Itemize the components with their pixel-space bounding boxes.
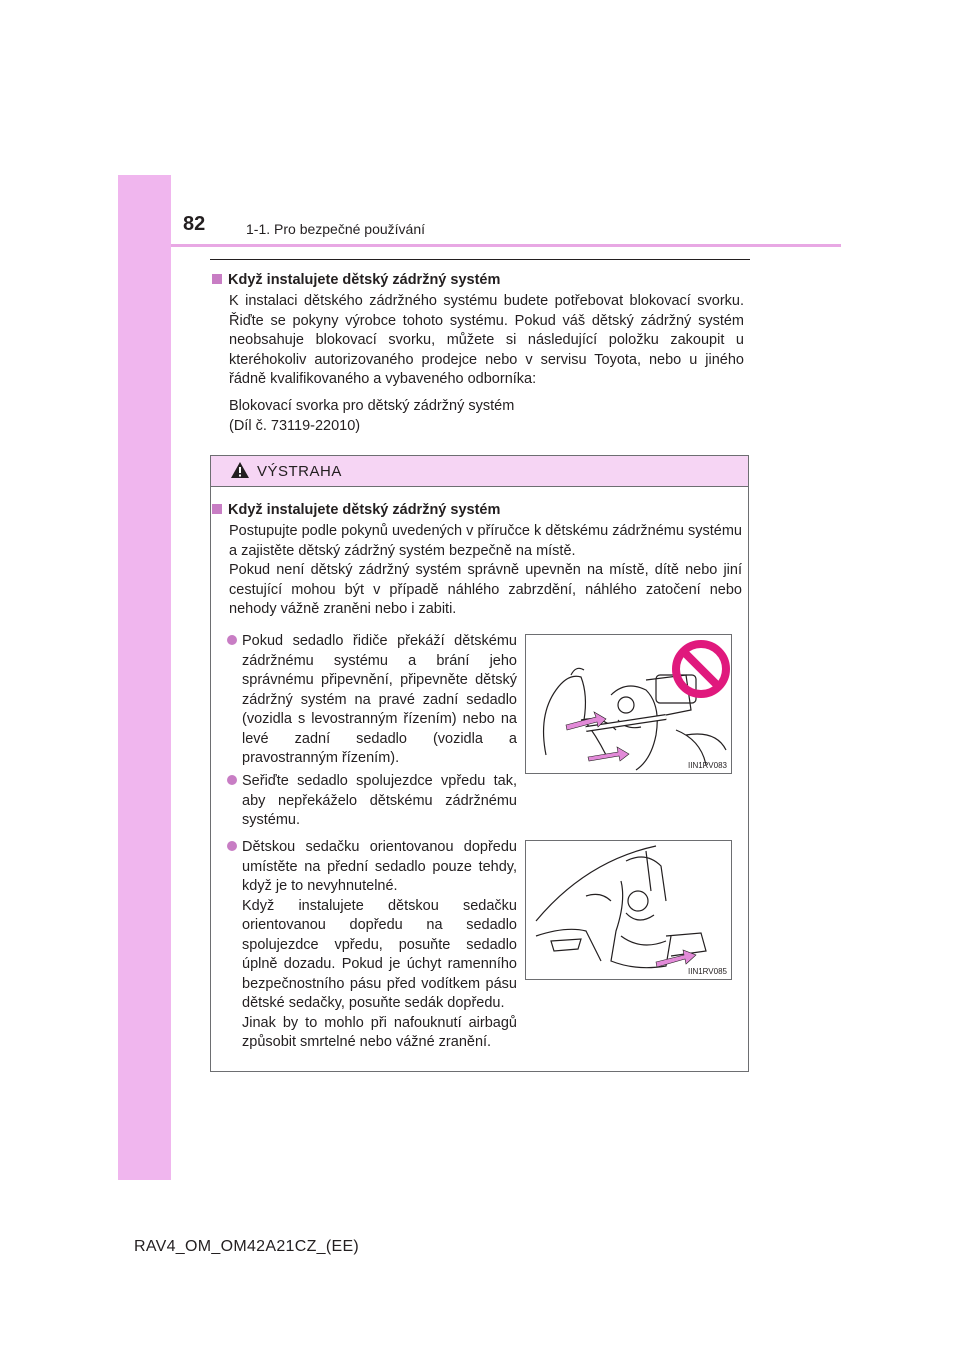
header-rule (171, 244, 841, 247)
figure-1-code: IIN1RV083 (688, 761, 727, 770)
footer-code: RAV4_OM_OM42A21CZ_(EE) (134, 1238, 360, 1255)
bullet-3-text: Dětskou sedačku orientovanou dopředu umístěte na přední sedadlo pouze tehdy, když je to nevyhnutelné. (242, 839, 517, 894)
square-bullet-icon (212, 274, 222, 284)
bullet-2-text: Seřiďte sedadlo spolujezdce vpředu tak, aby nepřekáželo dětskému zádržnému systému. (242, 773, 517, 828)
prohibited-icon (676, 644, 726, 694)
bullet-item-1 (227, 632, 517, 769)
intro-heading: Když instalujete dětský zádržný systém (228, 272, 501, 288)
circle-bullet-icon (227, 635, 237, 645)
figure-front-seat-child (525, 840, 732, 980)
warning-heading: Když instalujete dětský zádržný systém (228, 502, 501, 518)
circle-bullet-icon (227, 775, 237, 785)
car-seat-illustration-1 (526, 635, 731, 773)
bullet-3-continuation-1: Když instalujete dětskou sedačku orientovanou dopředu na sedadlo spolujezdce vpředu, posuňte sedadlo úplně dozadu. Pokud je úchyt ramenního bezpečnostního pásu před vodítkem pásu dětské sedačky, posuňte sedák dopředu. (242, 897, 517, 1011)
bullet-3-continuation-2: Jinak by to mohlo při nafouknutí airbagů způsobit smrtelné nebo vážné zranění. (242, 1014, 517, 1050)
page-number: 82 (183, 213, 206, 235)
warning-triangle-icon (230, 461, 250, 479)
warning-heading-row (212, 501, 747, 519)
intro-body: K instalaci dětského zádržného systému budete potřebovat blokovací svorku. Řiďte se pokyny výrobce tohoto systému. Pokud váš dětský zádržný systém neobsahuje blokovací svorku, můžete si následující položku zakoupit u kteréhokoliv autorizovaného prodejce nebo v servisu Toyota, nebo u jiného řádně kvalifikovaného a vybaveného odborníka: (229, 293, 744, 387)
warning-header (211, 456, 748, 487)
part-line-1: Blokovací svorka pro dětský zádržný systém (229, 398, 515, 414)
warning-text (229, 522, 742, 620)
intro-heading-row (212, 271, 747, 289)
figure-rear-seat-prohibited (525, 634, 732, 774)
section-title: 1-1. Pro bezpečné používání (246, 221, 426, 237)
side-color-bar (118, 175, 171, 1180)
warning-label: VÝSTRAHA (257, 463, 342, 480)
bullet-item-2 (227, 772, 517, 831)
part-line-2: (Díl č. 73119-22010) (229, 417, 361, 434)
bullet-1-text: Pokud sedadlo řidiče překáží dětskému zádržnému systému a brání jeho správnému připevnění, připevněte dětský zádržný systém na pravé zadní sedadlo (vozidla s levostranným řízením) nebo na levé zadní sedadlo (vozidla a pravostranným řízením). (242, 633, 517, 766)
circle-bullet-icon (227, 841, 237, 851)
figure-2-code: IIN1RV085 (688, 967, 727, 976)
warning-para-2: Pokud není dětský zádržný systém správně upevněn na místě, dítě nebo jiní cestující mohou být v případě náhlého zabrzdění, náhlého zatočení nebo nehody vážně zraněni nebo i zabiti. (229, 562, 742, 617)
section-divider (210, 259, 750, 260)
square-bullet-icon (212, 504, 222, 514)
car-seat-illustration-2 (526, 841, 731, 979)
part-info (229, 397, 744, 436)
warning-para-1: Postupujte podle pokynů uvedených v příručce k dětskému zádržnému systému a zajistěte dětský zádržný systém bezpečně na místě. (229, 523, 742, 559)
bullet-item-3 (227, 838, 517, 1053)
